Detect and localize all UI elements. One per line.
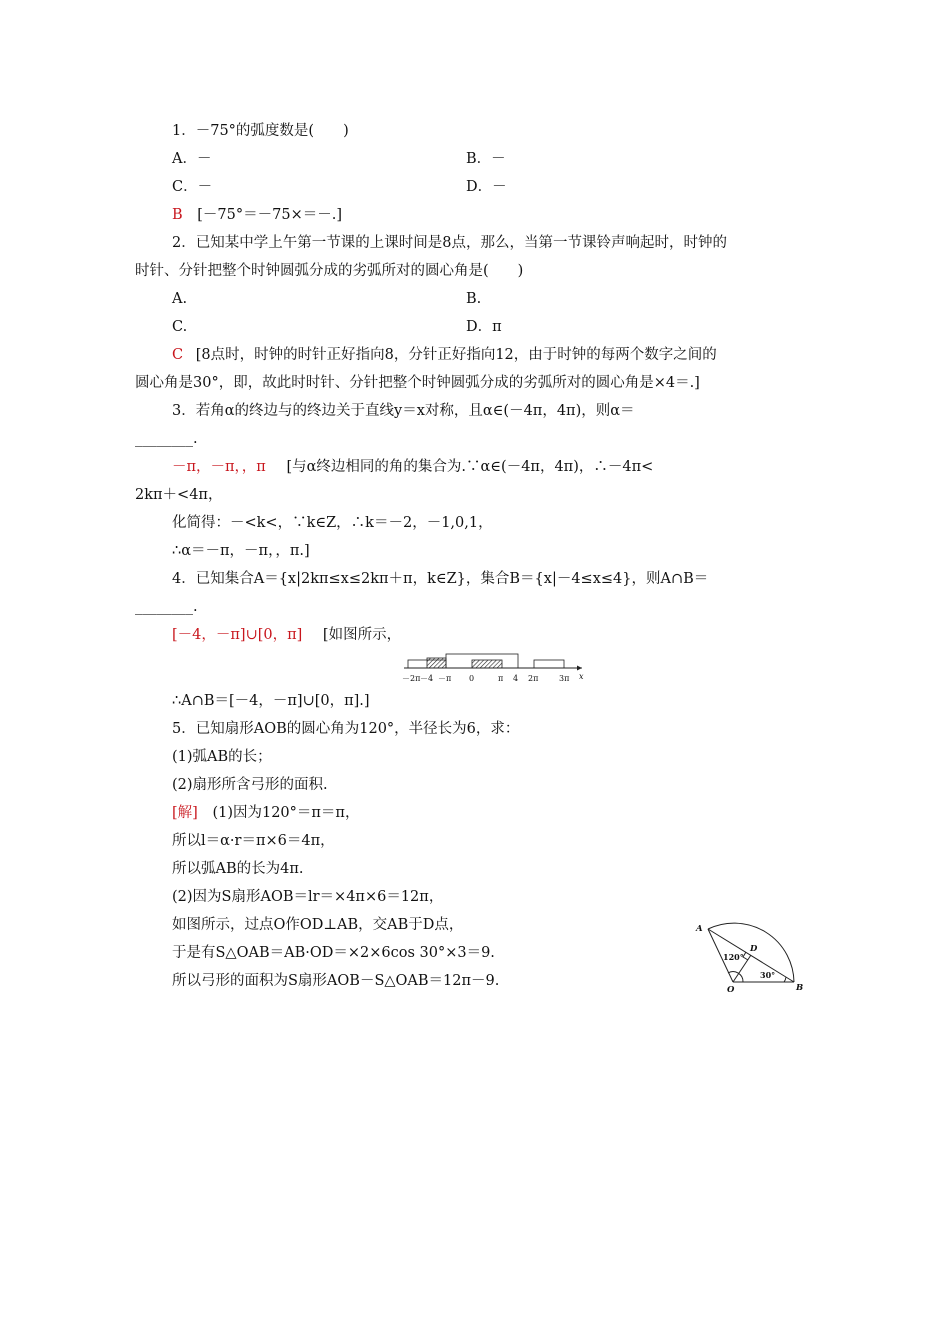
- q2-answer-text1: [8点时，时钟的时针正好指向8，分针正好指向12，由于时钟的每两个数字之间的: [195, 347, 717, 363]
- axis-arrow-icon: [577, 666, 582, 671]
- q1-option-a: A．－: [172, 151, 212, 167]
- set-a-interval-3: [534, 660, 564, 668]
- q4-answer-line1: [172, 625, 401, 645]
- q4-stem-line2: ________.: [135, 599, 198, 615]
- q3-answer-line3: 化简得：－<k<，∵k∈Z，∴k＝－2，－1,0,1，: [172, 515, 493, 531]
- q3-answer-line1: [172, 457, 653, 477]
- q2-answer-line2: 圆心角是30°，即，故此时时针、分针把整个时钟圆弧分成的劣弧所对的圆心角是×4＝.]: [135, 375, 700, 391]
- q1-answer-letter: B: [172, 207, 183, 223]
- q5-solution-line4: (2)因为S扇形AOB＝lr＝×4π×6＝12π，: [172, 889, 444, 905]
- q3-answer-values: －π，－π，，π: [172, 459, 266, 475]
- q5-solution-line5: 如图所示，过点O作OD⊥AB，交AB于D点，: [172, 917, 464, 933]
- q5-solution-line6: 于是有S△OAB＝AB·OD＝×2×6cos 30°×3＝9.: [172, 945, 495, 961]
- q3-answer-text1: [与α终边相同的角的集合为.∵α∈(－4π，4π)，∴－4π<: [286, 459, 654, 475]
- q5-solution-line7: 所以弓形的面积为S扇形AOB－S△OAB＝12π－9.: [172, 973, 500, 989]
- q2-stem-line1: 2．已知某中学上午第一节课的上课时间是8点，那么，当第一节课铃声响起时，时钟的: [172, 235, 727, 251]
- angle-arc-b: [784, 977, 786, 982]
- point-label-o: O: [727, 985, 735, 993]
- q2-stem-line2: 时针、分针把整个时钟圆弧分成的劣弧所对的圆心角是( ): [135, 263, 524, 279]
- tick-label-pi: π: [498, 674, 504, 683]
- q4-stem-line1: 4．已知集合A＝{x|2kπ≤x≤2kπ＋π，k∈Z}，集合B＝{x|－4≤x≤4}，则A∩B＝: [172, 571, 709, 587]
- number-line-figure: [400, 650, 590, 686]
- point-label-d: D: [750, 944, 758, 954]
- q2-answer-letter: C: [172, 347, 184, 363]
- point-label-a: A: [696, 924, 703, 934]
- tick-label-0: 0: [469, 674, 475, 683]
- tick-label-2pi: 2π: [528, 674, 539, 683]
- q5-solution-line3: 所以弧AB的长为4π.: [172, 861, 304, 877]
- q1-answer: [172, 205, 342, 225]
- point-label-b: B: [796, 983, 804, 993]
- q5-solution-line1: [172, 803, 359, 823]
- q5-solution-tag: [解]: [172, 805, 198, 821]
- q5-solution-line2: 所以l＝α·r＝π×6＝4π，: [172, 833, 335, 849]
- intersection-region-1: [427, 658, 446, 668]
- angle-label-30: 30°: [760, 970, 776, 980]
- tick-label-neg-2pi: －2π: [402, 674, 421, 683]
- q3-answer-line2: 2kπ＋<4π，: [135, 487, 223, 503]
- q1-answer-text: [－75°＝－75×＝－.]: [197, 207, 342, 223]
- sector-figure: [690, 918, 810, 993]
- tick-label-neg-pi: －π: [438, 674, 452, 683]
- q4-answer-interval: [－4，－π]∪[0，π]: [172, 627, 303, 643]
- q2-answer-line1: [172, 345, 717, 365]
- q1-option-b: B．－: [466, 151, 506, 167]
- q5-part1: (1)弧AB的长；: [172, 749, 272, 765]
- q2-option-d: D．π: [466, 319, 502, 335]
- q5-part2: (2)扇形所含弓形的面积.: [172, 777, 328, 793]
- tick-label-neg-4: －4: [420, 674, 434, 683]
- q3-stem-line2: ________.: [135, 431, 198, 447]
- q3-stem-line1: 3．若角α的终边与的终边关于直线y＝x对称，且α∈(－4π，4π)，则α＝: [172, 403, 635, 419]
- axis-label-x: x: [579, 672, 584, 681]
- q3-answer-line4: ∴α＝－π，－π，，π.]: [172, 543, 310, 559]
- q1-option-c: C．－: [172, 179, 213, 195]
- q4-answer-text1: [如图所示，: [322, 627, 402, 643]
- q1-stem: 1．－75°的弧度数是( ): [172, 123, 349, 139]
- intersection-region-2: [472, 660, 502, 668]
- q2-option-a: A.: [172, 291, 188, 307]
- q5-stem: 5．已知扇形AOB的圆心角为120°，半径长为6，求：: [172, 721, 520, 737]
- tick-label-4: 4: [513, 674, 519, 683]
- q5-solution-text1: (1)因为120°＝π＝π，: [212, 805, 360, 821]
- angle-label-120: 120°: [723, 952, 744, 962]
- q2-option-b: B.: [466, 291, 482, 307]
- q2-option-c: C.: [172, 319, 188, 335]
- q4-answer-line2: ∴A∩B＝[－4，－π]∪[0，π].]: [172, 693, 370, 709]
- tick-label-3pi: 3π: [559, 674, 570, 683]
- q1-option-d: D．－: [466, 179, 507, 195]
